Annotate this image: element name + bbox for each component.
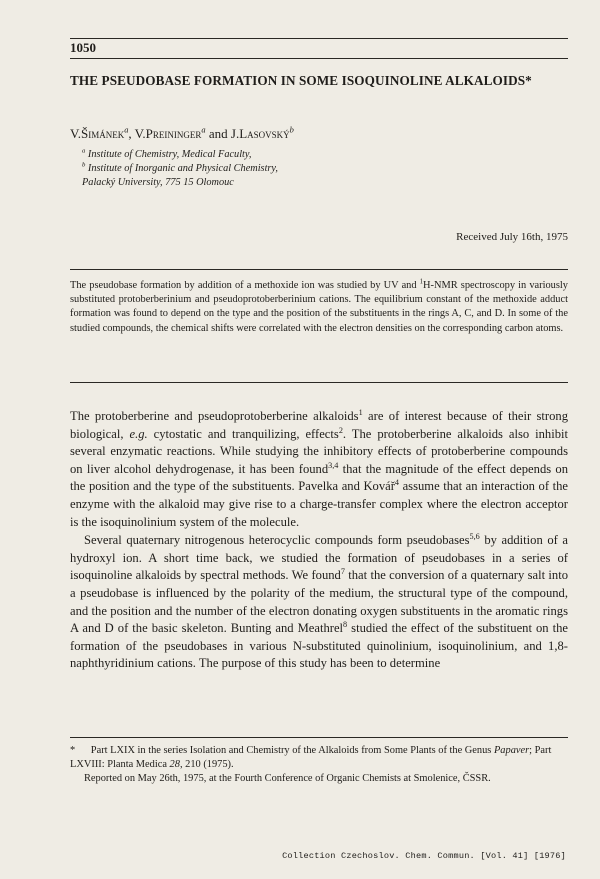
text-run: cytostatic and tranquilizing, effects <box>147 426 339 441</box>
aff-text: Institute of Chemistry, Medical Faculty, <box>85 149 252 160</box>
text-run: assume that an interaction of the enzyme with the alkaloid may give rise to a charge-transfer complex where the electron acceptor is the isoquinolinium system of the molecule. <box>70 479 568 529</box>
aff-mark: b <box>82 161 86 169</box>
citation: 2 <box>338 425 343 435</box>
abstract-rule-bottom <box>70 382 568 383</box>
text-run: studied the effect of the substituent on the formation of the pseudobases in various N-substituted quinolinium, isoquinolinium, and 1,8-naphthyridinium cations. The purpose of this study has been to determine <box>70 621 569 671</box>
text-run: that the magnitude of the effect depends on the position and the type of the substituents. Pavelka and Kovář <box>70 461 568 494</box>
author-sep: , V. <box>128 126 146 141</box>
text-run: ; Part LXVIII: Planta Medica <box>70 745 552 770</box>
journal-footer: Collection Czechoslov. Chem. Commun. [Vol. 41] [1976] <box>282 851 566 861</box>
header-rule-top <box>70 38 568 39</box>
affiliations <box>82 148 278 189</box>
aff-text: Institute of Inorganic and Physical Chemistry, <box>85 162 279 174</box>
text-run: Papaver <box>493 745 530 756</box>
author-simanek: Šimánek <box>80 126 125 141</box>
text-run: by addition of a hydroxyl ion. A short time back, we studied the formation of pseudobases in a series of isoquinoline alkaloids by spectral methods. We found <box>70 533 568 583</box>
citation: 4 <box>394 478 400 488</box>
text-run: Several quaternary nitrogenous heterocyclic compounds form pseudobases <box>84 533 470 548</box>
affiliation-university: Palacký University, 775 15 Olomouc <box>82 176 234 188</box>
text-run: , 210 (1975). <box>179 759 234 770</box>
abstract-text: The pseudobase formation by addition of a methoxide ion was studied by UV and <box>70 280 420 291</box>
citation: 3,4 <box>328 460 339 470</box>
text-run: Part LXIX in the series Isolation and Chemistry of the Alkaloids from Some Plants of the Genus <box>90 745 494 756</box>
affiliation-a <box>82 148 278 162</box>
body-text <box>70 408 568 673</box>
footnote-rule <box>70 737 568 738</box>
footnotes <box>70 744 568 786</box>
text-run: . The protoberberine alkaloids also inhibit several enzymatic reactions. While studying the inhibitory effects of protoberberine compounds on liver alcohol dehydrogenase, it has been found <box>70 426 568 476</box>
abstract-rule-top <box>70 269 568 270</box>
author-mark: a <box>124 124 129 135</box>
author-mark: b <box>289 124 294 135</box>
citation: 5,6 <box>469 531 480 541</box>
affiliation-b <box>82 162 278 176</box>
abstract-text: H-NMR spectroscopy in variously substituted protoberberinium and pseudoprotoberberinium cations. The equilibrium constant of the methoxide adduct formation was found to depend on the type and the position of the substituents in the rings A, C, and D. In some of the studied compounds, the chemical shifts were correlated with the electron densities on the corresponding carbon atoms. <box>70 280 568 334</box>
citation: 8 <box>343 619 348 629</box>
author-sep: and J. <box>205 126 240 141</box>
author-line <box>70 126 294 142</box>
superscript: 1 <box>419 278 424 286</box>
text-run: 28 <box>169 759 180 770</box>
paragraph-1 <box>70 408 568 531</box>
paragraph-2 <box>70 532 568 673</box>
page-number: 1050 <box>70 40 96 55</box>
footnote-1 <box>70 744 568 772</box>
footnote-mark: * <box>70 745 76 756</box>
citation: 7 <box>340 567 345 577</box>
aff-mark: a <box>82 147 86 155</box>
text-run: e.g. <box>129 426 148 441</box>
author-mark: a <box>201 124 206 135</box>
footnote-2: Reported on May 26th, 1975, at the Fourth Conference of Organic Chemists at Smolenice, ČSSR. <box>84 773 491 784</box>
author-preininger: Preininger <box>145 126 202 141</box>
abstract <box>70 279 568 336</box>
header-rule-bottom <box>70 58 568 59</box>
received-date: Received July 16th, 1975 <box>456 231 568 243</box>
author-initial: V. <box>70 126 81 141</box>
text-run: that the conversion of a quaternary salt into a pseudobase is influenced by the polarity of the medium, the structural type of the compound, and the position and the number of the electron donating oxygen substituents in the aromatic rings A and D of the basic skeleton. Bunting and Meathrel <box>70 568 568 636</box>
author-lasovsky: Lasovský <box>239 126 290 141</box>
article-title: THE PSEUDOBASE FORMATION IN SOME ISOQUINOLINE ALKALOIDS* <box>70 73 532 88</box>
citation: 1 <box>358 407 363 417</box>
text-run: are of interest because of their strong biological, <box>70 409 568 441</box>
text-run: The protoberberine and pseudoprotoberberine alkaloids <box>70 409 359 423</box>
